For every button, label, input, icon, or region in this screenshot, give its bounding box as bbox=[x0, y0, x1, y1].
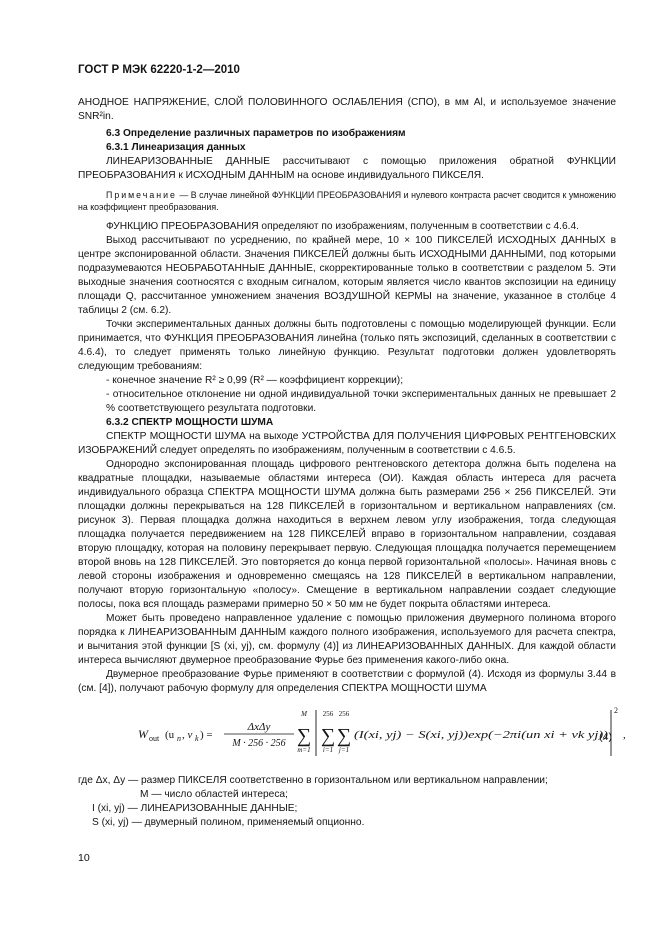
paragraph-fitting: Точки экспериментальных данных должны быть подготовлены с помощью моделирующей функции. Если принимается, что ФУНКЦИЯ ПРЕОБРАЗОВАНИЯ линейна (только пять экспозиций, сделанных в соответствии с 4.6.4), то следует применять только линейную функцию. Результат подготовки должен удовлетворять следующим требованиям: bbox=[78, 319, 616, 372]
sum-i-symbol: ∑ bbox=[320, 725, 336, 747]
formula-svg bbox=[138, 704, 626, 764]
where-block bbox=[78, 774, 616, 830]
sum-i-bottom: i=1 bbox=[322, 746, 334, 754]
note-text: — В случае линейной ФУНКЦИИ ПРЕОБРАЗОВАНИЯ и нулевого контраста расчет сводится к умножению на коэффициент преобразования. bbox=[78, 190, 616, 212]
paragraph-roi: Однородно экспонированная площадь цифрового рентгеновского детектора должна быть поделена на квадратные площадки, называемые областями интереса (ОИ). Каждая область интереса для расчета индивидуального образца СПЕКТРА МОЩНОСТИ ШУМА должна быть размерами 256 × 256 ПИКСЕЛЕЙ. Эти площадки должны перекрываться на 128 ПИКСЕЛЕЙ в горизонтальном и вертикальном направлениях (см. рисунок 3). Первая площадка должна находиться в верхнем левом углу изображения, тогда следующая площадка получается передвижением на 128 ПИКСЕЛЕЙ вправо в горизонтальном направлении, создавая вторую площадку, которая на половину перекрывает первую. Следующая площадка получается перемещением второй вновь на 128 ПИКСЕЛЕЙ. Это повторяется до конца первой горизонтальной «полосы». Начиная вновь с левой стороны изображения и одновременно смещаясь на 128 ПИКСЕЛЕЙ в вертикальном направлении, получают вторую горизонтальную «полосу». Смещение в вертикальном направлении создает следующие полосы, пока вся площадь размерами примерно 50 × 50 мм не будет покрыта областями интереса. bbox=[78, 459, 616, 610]
formula-args-open: (u bbox=[165, 729, 175, 741]
formula-lhs: W bbox=[138, 727, 148, 741]
standard-header: ГОСТ Р МЭК 62220-1-2—2010 bbox=[78, 64, 240, 76]
where-dx-dy: где Δx, Δy — размер ПИКСЕЛЯ соответственно в горизонтальном или вертикальном направлении; bbox=[78, 775, 548, 786]
formula-numerator: ΔxΔy bbox=[247, 721, 271, 733]
formula-4 bbox=[78, 704, 626, 764]
where-m: M — число областей интереса; bbox=[140, 789, 288, 800]
paragraph-transfer-function: ФУНКЦИЮ ПРЕОБРАЗОВАНИЯ определяют по изображениям, полученным в соответствии с 4.6.4. bbox=[106, 221, 580, 232]
section-heading-6-3-1: 6.3.1 Линеаризация данных bbox=[106, 142, 246, 153]
paragraph-linearized-data: ЛИНЕАРИЗОВАННЫЕ ДАННЫЕ рассчитывают с помощью приложения обратной ФУНКЦИИ ПРЕОБРАЗОВАНИЯ к ИСХОДНЫМ ДАННЫМ на основе индивидуального ПИКСЕЛЯ. bbox=[78, 156, 616, 181]
paragraph-detrending: Может быть проведено направленное удаление с помощью приложения двумерного полинома второго порядка к ЛИНЕАРИЗОВАННЫМ ДАННЫМ каждого полного изображения, используемого для расчета спектра, и вычитания этой функции [S (xi, yj), см. формулу (4)] из ЛИНЕАРИЗОВАННЫХ ДАННЫХ. Для каждой области интереса вычисляют двумерное преобразование Фурье без применения какого-либо окна. bbox=[78, 613, 616, 666]
list-item-deviation: - относительное отклонение ни одной индивидуальной точки экспериментальных данных не превышает 2 % соответствующего результата подготовки. bbox=[106, 389, 616, 414]
sum-j-top: 256 bbox=[338, 710, 350, 718]
formula-comma: , bbox=[623, 729, 626, 741]
formula-args-end: ) = bbox=[200, 729, 213, 741]
formula-args-k: k bbox=[195, 734, 199, 743]
formula-power: 2 bbox=[614, 706, 618, 715]
sum-i-top: 256 bbox=[322, 710, 334, 718]
formula-lhs-sub: out bbox=[149, 734, 160, 743]
where-i: I (xi, yj) — ЛИНЕАРИЗОВАННЫЕ ДАННЫЕ; bbox=[92, 803, 298, 814]
section-heading-6-3: 6.3 Определение различных параметров по изображениям bbox=[106, 128, 406, 139]
page-content bbox=[78, 96, 626, 830]
sum-m-top: M bbox=[301, 710, 307, 718]
paragraph-output-calculation: Выход рассчитывают по усреднению, по крайней мере, 10 × 100 ПИКСЕЛЕЙ ИСХОДНЫХ ДАННЫХ в центре экспонированной области. Значения ПИКСЕЛЕЙ должны быть ИСХОДНЫМИ ДАННЫМИ, под которыми подразумеваются НЕОБРАБОТАННЫЕ ДАННЫЕ, скорректированные только в соответствии с разделом 5. Эти выходные значения соотносятся с входным сигналом, которым является число квантов экспозиции на единицу площади Q, рассчитанное умножением значения ВОЗДУШНОЙ КЕРМЫ на значение, указанное в столбце 4 таблицы 2 (см. 6.2). bbox=[78, 235, 616, 316]
paragraph-nps-definition: СПЕКТР МОЩНОСТИ ШУМА на выходе УСТРОЙСТВА ДЛЯ ПОЛУЧЕНИЯ ЦИФРОВЫХ РЕНТГЕНОВСКИХ ИЗОБРАЖЕНИЙ следует определять по изображениям, полученным в соответствии с 4.6.5. bbox=[78, 431, 616, 456]
sum-m-symbol: ∑ bbox=[296, 725, 312, 747]
formula-denominator: M · 256 · 256 bbox=[232, 738, 286, 749]
formula-args-mid: , v bbox=[182, 729, 193, 741]
section-heading-6-3-2: 6.3.2 СПЕКТР МОЩНОСТИ ШУМА bbox=[106, 417, 274, 428]
where-s: S (xi, yj) — двумерный полином, применяемый опционно. bbox=[92, 817, 365, 828]
formula-body: (I(xi, yj) − S(xi, yj))exp(−2πi(un xi + vk yj)) bbox=[354, 730, 609, 741]
page-number: 10 bbox=[78, 852, 90, 864]
note bbox=[78, 189, 616, 213]
note-label: Примечание bbox=[106, 190, 177, 200]
sum-m-bottom: m=1 bbox=[297, 746, 311, 754]
sum-j-symbol: ∑ bbox=[336, 725, 352, 747]
paragraph-fourier: Двумерное преобразование Фурье применяют в соответствии с формулой (4). Исходя из формулы 3.44 в (см. [4]), получают рабочую формулу для определения СПЕКТРА МОЩНОСТИ ШУМА bbox=[78, 669, 616, 694]
equation-number: (4) bbox=[599, 731, 612, 743]
list-item-r2: - конечное значение R² ≥ 0,99 (R² — коэффициент коррекции); bbox=[106, 375, 404, 386]
formula-args-n: n bbox=[177, 734, 181, 743]
sum-j-bottom: j=1 bbox=[338, 746, 350, 754]
intro-paragraph: АНОДНОЕ НАПРЯЖЕНИЕ, СЛОЙ ПОЛОВИННОГО ОСЛАБЛЕНИЯ (СПО), в мм Al, и используемое значение SNR²in. bbox=[78, 97, 616, 122]
